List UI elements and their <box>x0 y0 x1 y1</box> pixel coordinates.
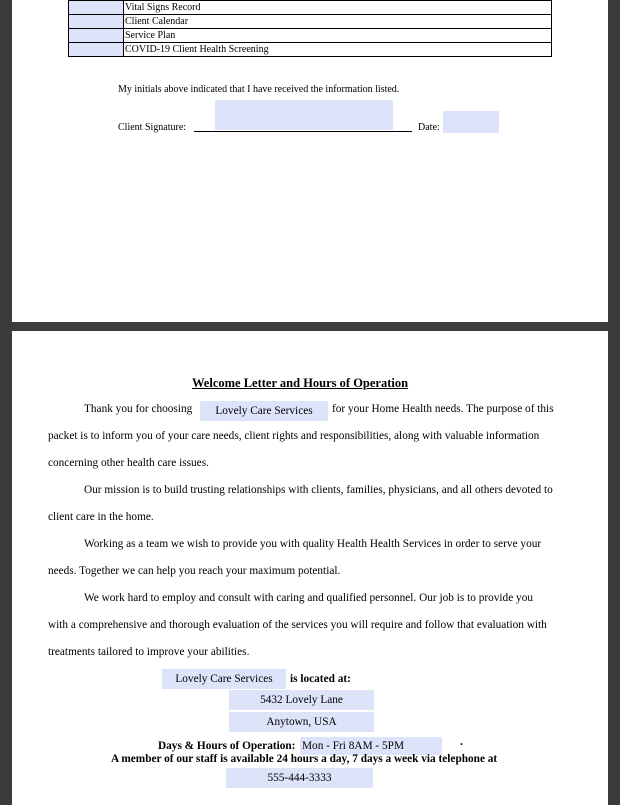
table-row <box>69 1 552 15</box>
address-line2-field[interactable]: Anytown, USA <box>229 712 374 732</box>
availability-text: A member of our staff is available 24 hours a day, 7 days a week via telephone at <box>111 753 498 765</box>
text-line: treatments tailored to improve your abilities. <box>48 646 250 658</box>
text-line: for your Home Health needs. The purpose of this <box>332 403 554 415</box>
text-line: We work hard to employ and consult with caring and qualified personnel. Our job is to provide you <box>84 592 533 604</box>
date-label: Date: <box>418 122 440 133</box>
address-line1-field[interactable]: 5432 Lovely Lane <box>229 690 374 710</box>
table-row <box>69 43 552 57</box>
signature-label: Client Signature: <box>118 122 187 133</box>
document-page-1 <box>12 0 608 322</box>
text-line: needs. Together we can help you reach your maximum potential. <box>48 565 341 577</box>
hours-label: Days & Hours of Operation: <box>158 740 296 752</box>
initials-field[interactable] <box>69 29 124 43</box>
initials-field[interactable] <box>69 15 124 29</box>
text-line: packet is to inform you of your care needs, client rights and responsibilities, along with valuable information <box>48 430 540 442</box>
text-line: client care in the home. <box>48 511 154 523</box>
initials-field[interactable] <box>69 43 124 57</box>
table-cell: Client Calendar <box>124 15 552 29</box>
document-page-2 <box>12 331 608 805</box>
received-items-table <box>68 0 552 57</box>
date-field[interactable] <box>443 111 499 133</box>
text-line: concerning other health care issues. <box>48 457 209 469</box>
hours-field[interactable]: Mon - Fri 8AM - 5PM <box>300 737 442 755</box>
table-row <box>69 15 552 29</box>
table-cell: COVID-19 Client Health Screening <box>124 43 552 57</box>
located-company-field[interactable]: Lovely Care Services <box>162 669 286 689</box>
text-line: Thank you for choosing <box>84 403 193 415</box>
initials-statement: My initials above indicated that I have received the information listed. <box>118 84 400 95</box>
hours-period: . <box>460 736 463 748</box>
signature-field[interactable] <box>215 100 393 130</box>
table-cell: Service Plan <box>124 29 552 43</box>
table-row <box>69 29 552 43</box>
company-name-field[interactable]: Lovely Care Services <box>200 401 328 421</box>
text-line: with a comprehensive and thorough evaluation of the services you will require and follow that evaluation with <box>48 619 547 631</box>
initials-field[interactable] <box>69 1 124 15</box>
table-cell: Vital Signs Record <box>124 1 552 15</box>
page-title: Welcome Letter and Hours of Operation <box>192 376 409 390</box>
text-line: Working as a team we wish to provide you with quality Health Health Services in order to serve your <box>84 538 542 550</box>
phone-field[interactable]: 555-444-3333 <box>226 768 373 788</box>
located-at-label: is located at: <box>290 673 351 685</box>
text-line: Our mission is to build trusting relationships with clients, families, physicians, and all others devoted to <box>84 484 553 496</box>
